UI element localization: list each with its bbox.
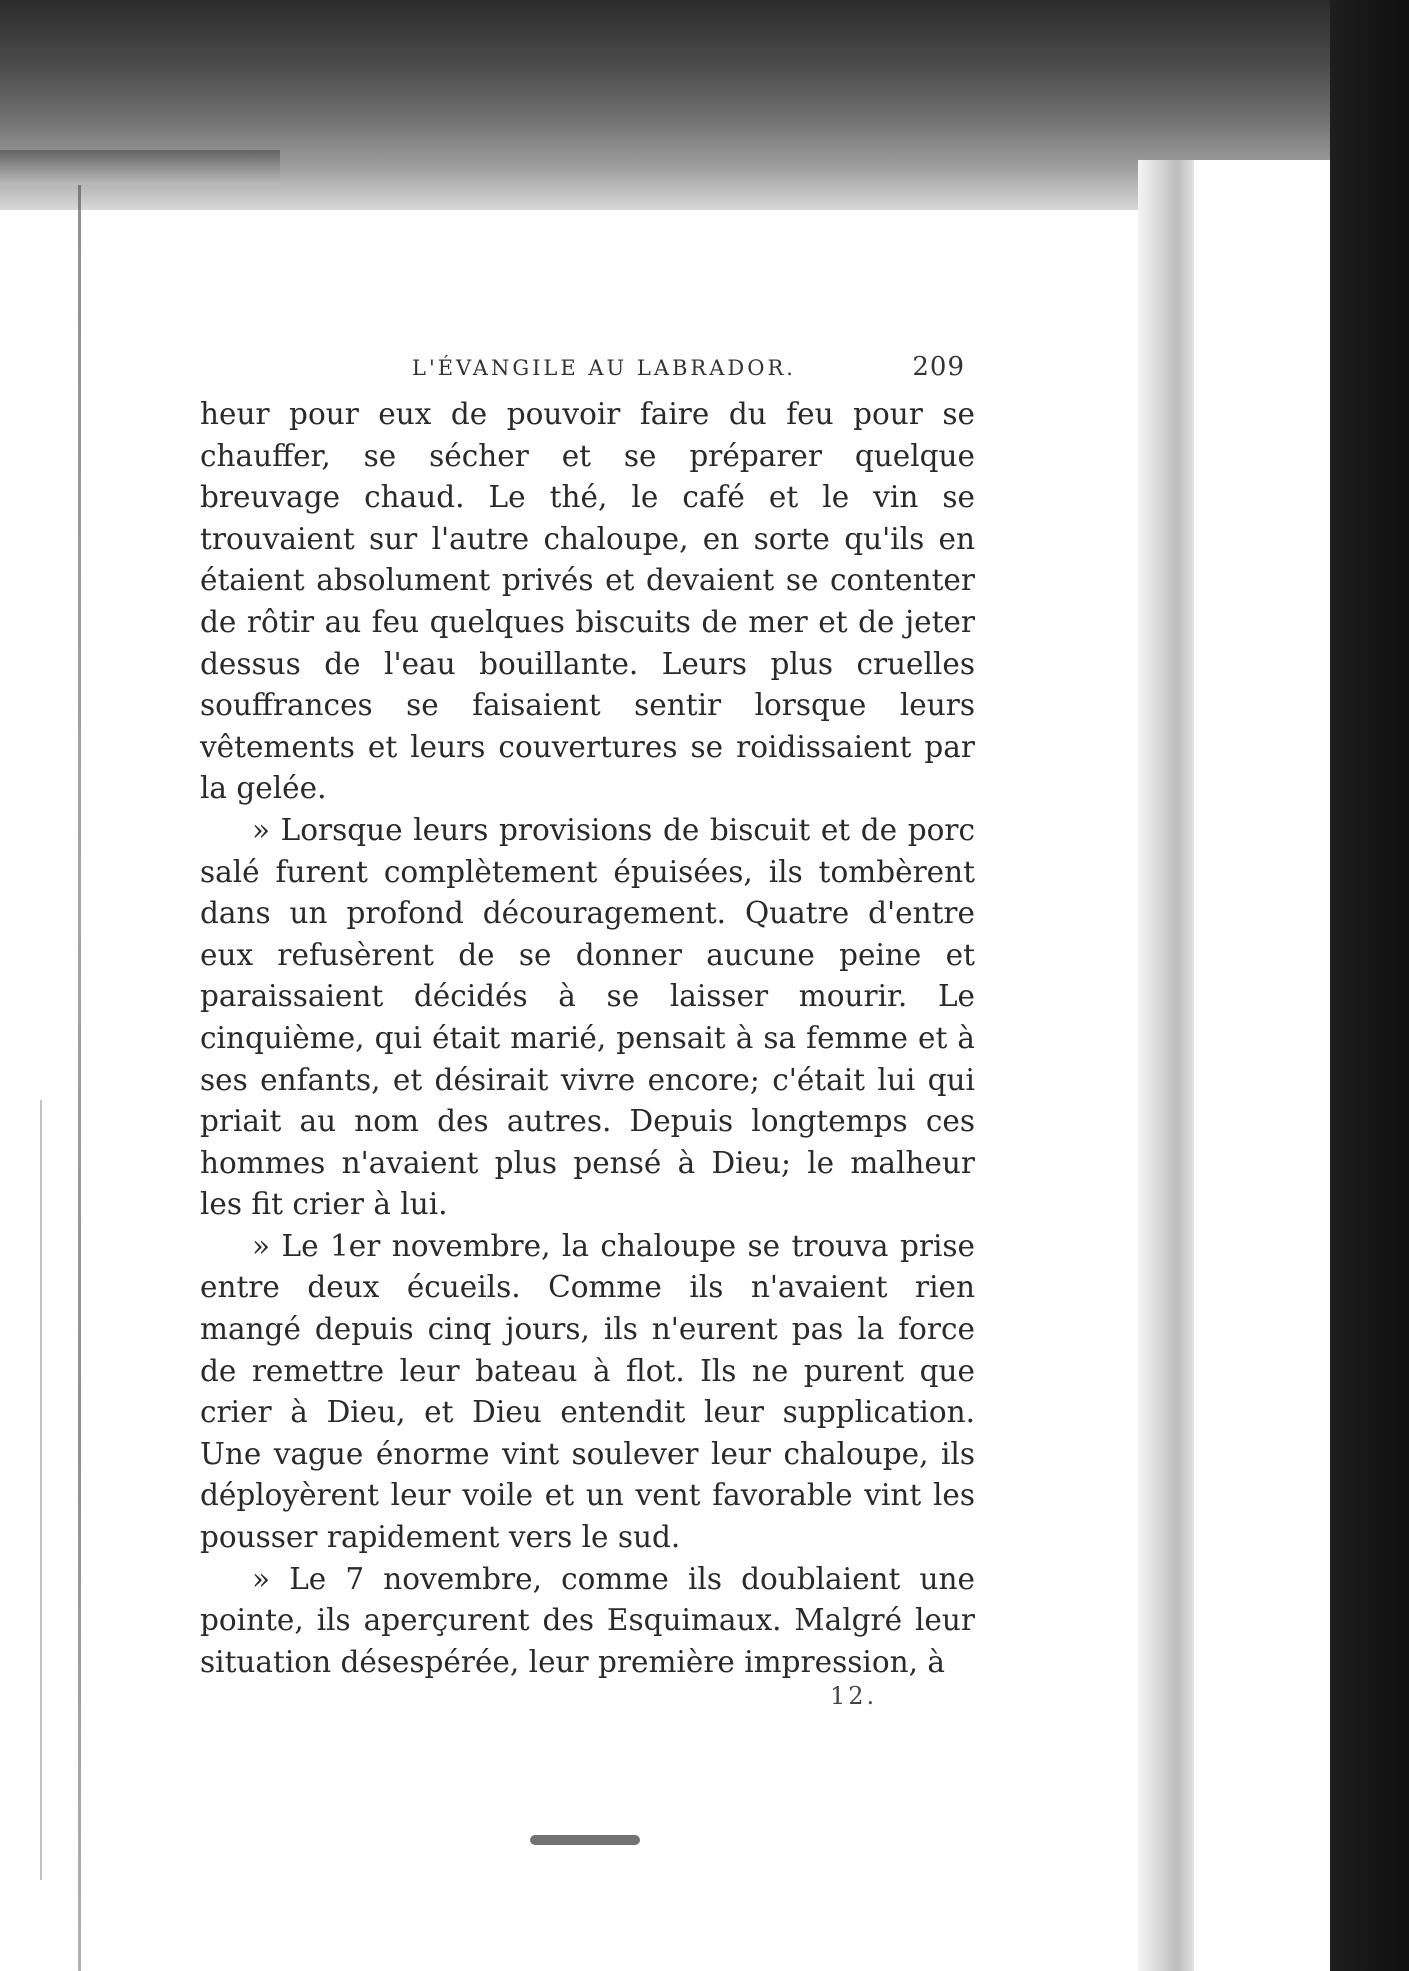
book-gutter	[78, 185, 81, 1971]
book-page	[200, 350, 975, 1683]
signature-mark: 12.	[830, 1682, 878, 1710]
running-title: L'ÉVANGILE AU LABRADOR.	[412, 356, 796, 380]
scan-shadow	[0, 150, 280, 185]
paragraph-3: » Le 1er novembre, la chaloupe se trouva prise entre deux écueils. Comme ils n'avaient rien mangé depuis cinq jours, ils n'eurent pas la force de remettre leur bateau à flot. Ils ne purent que crier à Dieu, et Dieu entendit leur supplication. Une vague énorme vint soulever leur chaloupe, ils déployèrent leur voile et un vent favorable vint les pousser rapidement vers le sud.	[200, 1228, 975, 1555]
paragraph-1: heur pour eux de pouvoir faire du feu pour se chauffer, se sécher et se préparer quelque breuvage chaud. Le thé, le café et le vin se trouvaient sur l'autre chaloupe, en sorte qu'ils en étaient absolument privés et devaient se contenter de rôtir au feu quelques biscuits de mer et de jeter dessus de l'eau bouillante. Leurs plus cruelles souffrances se faisaient sentir lorsque leurs vêtements et leurs couvertures se roidissaient par la gelée.	[200, 397, 975, 806]
page-number: 209	[912, 352, 965, 382]
left-margin-line	[40, 1100, 42, 1880]
scan-dark-right-border	[1330, 0, 1409, 1971]
ink-smudge	[530, 1835, 640, 1845]
book-margin	[1194, 160, 1330, 1971]
body-text	[200, 394, 975, 1683]
running-head	[200, 350, 975, 390]
paragraph-4: » Le 7 novembre, comme ils doublaient une pointe, ils aperçurent des Esquimaux. Malgré leur situation désespérée, leur première impression, à	[200, 1561, 975, 1679]
paragraph-2: » Lorsque leurs provisions de biscuit et de porc salé furent complètement épuisées, ils tombèrent dans un profond découragement. Quatre d'entre eux refusèrent de se donner aucune peine et paraissaient décidés à se laisser mourir. Le cinquième, qui était marié, pensait à sa femme et à ses enfants, et désirait vivre encore; c'était lui qui priait au nom des autres. Depuis longtemps ces hommes n'avaient plus pensé à Dieu; le malheur les fit crier à lui.	[200, 812, 975, 1222]
book-page-edges	[1138, 160, 1194, 1971]
